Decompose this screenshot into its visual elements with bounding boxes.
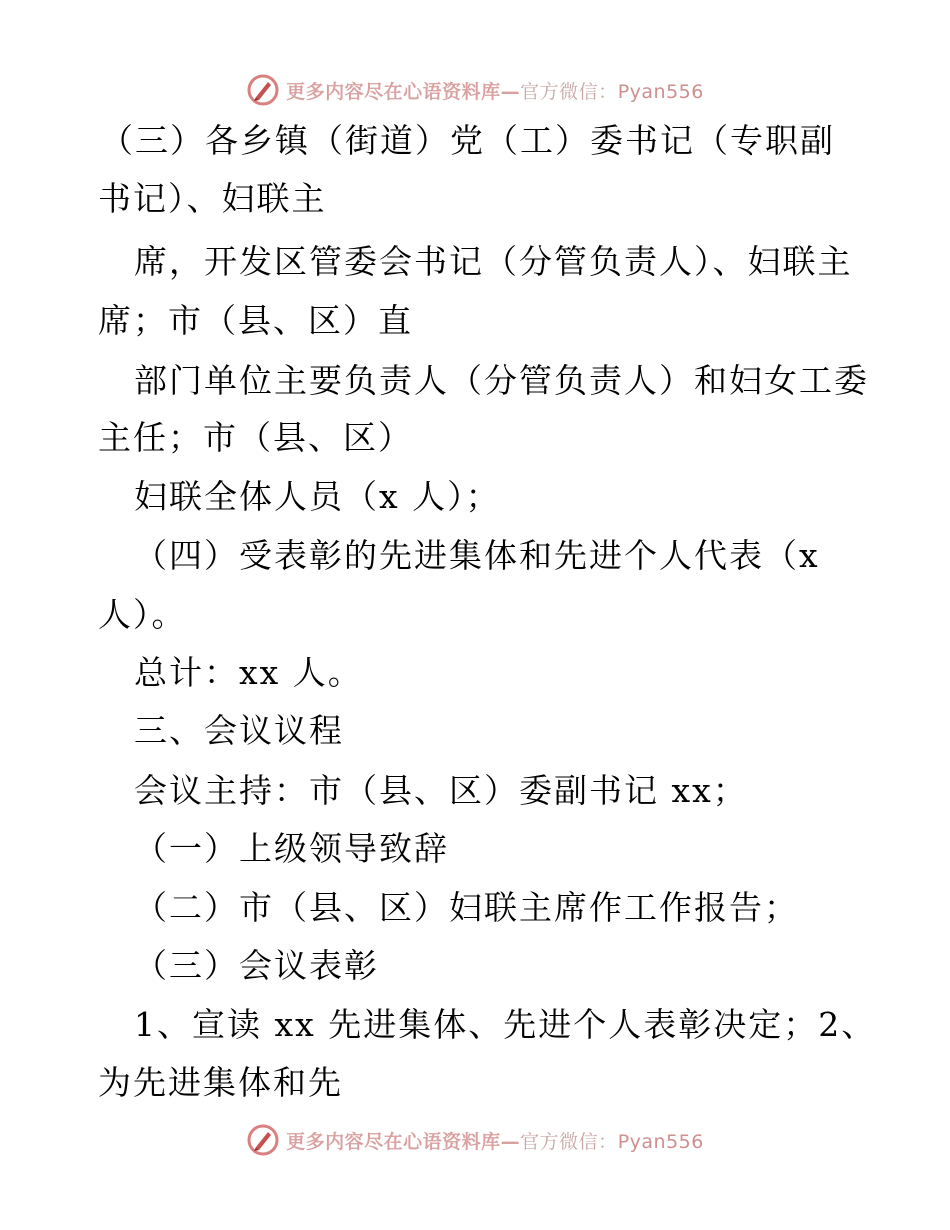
watermark-text (286, 1127, 704, 1154)
watermark-wechat-label: 官方微信： (520, 1130, 618, 1153)
body-line: 总计：xx 人。 (134, 653, 363, 692)
watermark-site: 更多内容尽在心语资料库— (286, 80, 521, 103)
body-line: 会议主持：市（县、区）委副书记 xx； (134, 771, 748, 810)
body-line: 三、会议议程 (134, 711, 344, 750)
body-line: （三）各乡镇（街道）党（工）委书记（专职副 (100, 121, 835, 160)
body-line: （二）市（县、区）妇联主席作工作报告； (134, 888, 799, 927)
watermark-site: 更多内容尽在心语资料库— (286, 1130, 521, 1153)
body-line: 1、宣读 xx 先进集体、先进个人表彰决定；2、 (134, 1005, 877, 1044)
body-line: （三）会议表彰 (134, 946, 379, 985)
pen-logo-icon (246, 73, 280, 107)
header-watermark (0, 72, 950, 108)
pen-logo-icon (246, 1123, 280, 1157)
body-line: 妇联全体人员（x 人）； (134, 477, 501, 516)
body-line: 书记）、妇联主 (98, 179, 327, 218)
footer-watermark (0, 1122, 950, 1158)
watermark-wechat-id: Pyan556 (617, 1130, 704, 1153)
watermark-wechat-id: Pyan556 (617, 80, 704, 103)
body-line: 部门单位主要负责人（分管负责人）和妇女工委 (134, 361, 869, 400)
watermark-wechat-label: 官方微信： (520, 80, 618, 103)
body-line: （一）上级领导致辞 (134, 829, 449, 868)
watermark-text (286, 77, 704, 104)
body-line: 人）。 (98, 595, 187, 634)
body-line: 为先进集体和先 (98, 1063, 343, 1102)
body-line: 席，开发区管委会书记（分管负责人）、妇联主 (134, 242, 853, 281)
body-line: 主任；市（县、区） (98, 418, 413, 457)
body-line: （四）受表彰的先进集体和先进个人代表（x (134, 536, 820, 575)
body-line: 席；市（县、区）直 (98, 301, 413, 340)
